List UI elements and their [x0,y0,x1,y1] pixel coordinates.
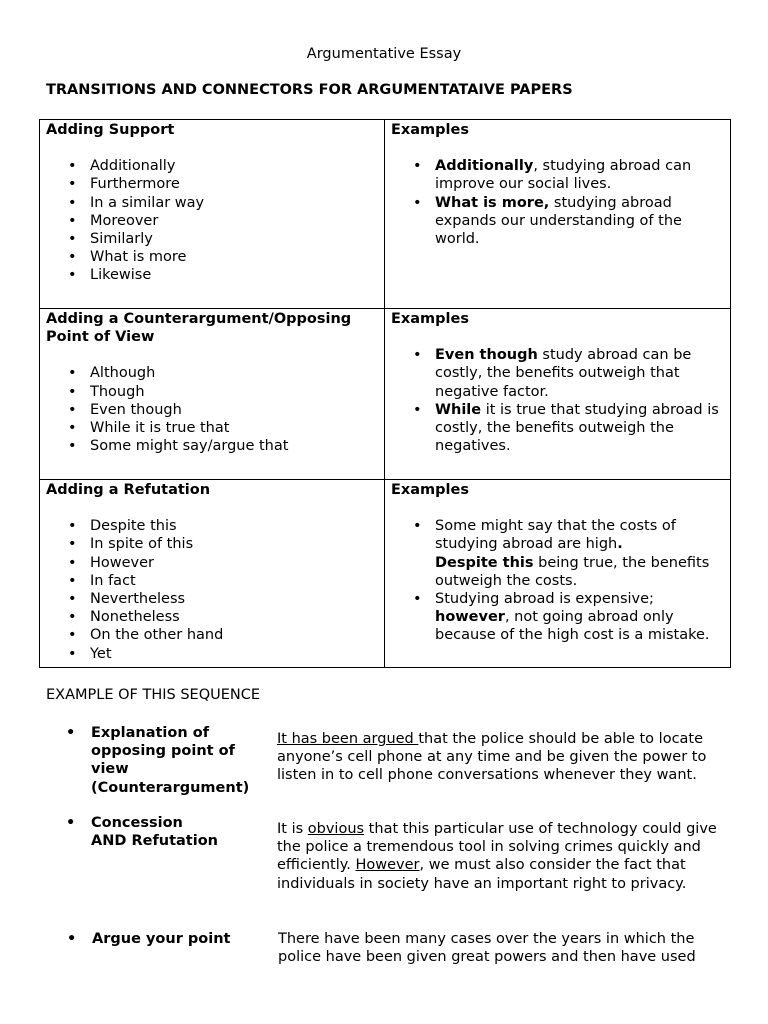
example-item [435,517,724,590]
list-item: • Similarly [90,230,378,248]
underlined-phrase: It has been argued [277,731,419,747]
table-row [40,480,731,668]
list-item: • Yet [90,645,378,663]
list-item: • In a similar way [90,194,378,212]
sequence-label [91,814,266,850]
category-cell [40,480,385,668]
underlined-phrase: However [355,857,420,874]
table-row [40,309,731,480]
sequence-body: , we must also consider the fact that individuals in society have an important right to privacy. [277,857,687,892]
examples-title: Examples [391,122,469,138]
sequence-label: Argue your point [92,931,231,947]
list-item: • Additionally [90,157,378,175]
sequence-body: It is [277,821,308,837]
example-text: it is true that studying abroad is costly, the benefits outweigh the negatives. [435,401,719,455]
example-item [435,346,724,401]
sequence-body: that the police should be able to locate anyone’s cell phone at any time and be given the power to listen in to cell phone conversations whenever they want. [277,731,707,784]
examples-title: Examples [391,482,469,498]
period: . [617,536,623,553]
sequence-label: Explanation of opposing point of view (Counterargument) [91,725,250,796]
transition-word: What is more, [435,194,550,211]
example-text: Studying abroad is expensive; [435,591,654,608]
transition-word: Even though [435,347,538,364]
example-text: studying abroad expands our understanding of the world. [435,194,682,248]
list-item: • What is more [90,248,378,266]
examples-cell [385,480,731,668]
sequence-text [277,820,732,893]
document-heading: TRANSITIONS AND CONNECTORS FOR ARGUMENTATAIVE PAPERS [46,82,573,98]
bullet: • [67,931,77,947]
examples-cell [385,309,731,480]
example-item [435,194,724,249]
label-line: AND Refutation [91,833,218,850]
page-title: Argumentative Essay [306,46,462,62]
example-item [435,401,724,456]
underlined-phrase: obvious [307,821,365,837]
example-item [435,157,724,193]
category-title: Adding Support [46,122,175,138]
transition-list [46,364,378,455]
category-cell [40,309,385,480]
list-item: • However [90,554,378,572]
example-list [391,346,724,455]
list-item: • While it is true that [90,419,378,437]
example-text: , studying abroad can improve our social lives. [435,158,692,193]
example-text: Some might say that the costs of studying abroad are high [435,518,676,553]
transition-list [46,517,378,663]
list-item: • Nonetheless [90,608,378,626]
sequence-text: There have been many cases over the years in which the police have been given great powers and then have used [278,931,696,966]
list-item: • Although [90,364,378,382]
transition-list [46,157,378,284]
list-item: • Likewise [90,266,378,284]
list-item: • Despite this [90,517,378,535]
transitions-table [39,119,731,668]
list-item: • Some might say/argue that [90,437,378,455]
label-line: Concession [91,815,183,831]
example-text: study abroad can be costly, the benefits outweigh that negative factor. [435,347,692,400]
example-text: , not going abroad only because of the high cost is a mistake. [435,609,710,644]
table-row [40,120,731,309]
bullet: • [66,815,76,831]
transition-word: Additionally [435,158,534,175]
example-item [435,590,724,645]
sequence-text [277,730,732,785]
list-item: • Furthermore [90,175,378,193]
category-title: Adding a Refutation [46,482,211,498]
list-item: • Even though [90,401,378,419]
example-list [391,517,724,644]
transition-word: While [435,401,482,418]
list-item: • In fact [90,572,378,590]
category-cell [40,120,385,309]
category-title: Adding a Counterargument/Opposing Point of View [46,311,352,346]
list-item: • Moreover [90,212,378,230]
examples-title: Examples [391,311,469,327]
list-item: • In spite of this [90,535,378,553]
transition-word: Despite this [435,554,534,571]
bullet: • [66,725,76,741]
examples-cell [385,120,731,309]
example-list [391,157,724,248]
example-text: being true, the benefits outweigh the costs. [435,554,710,589]
sequence-body: that this particular use of technology could give the police a tremendous tool in solving crimes quickly and efficiently. [277,821,717,874]
sequence-title: EXAMPLE OF THIS SEQUENCE [46,687,261,703]
list-item: • Though [90,383,378,401]
list-item: • On the other hand [90,626,378,644]
transition-word: however [435,609,505,626]
list-item: • Nevertheless [90,590,378,608]
